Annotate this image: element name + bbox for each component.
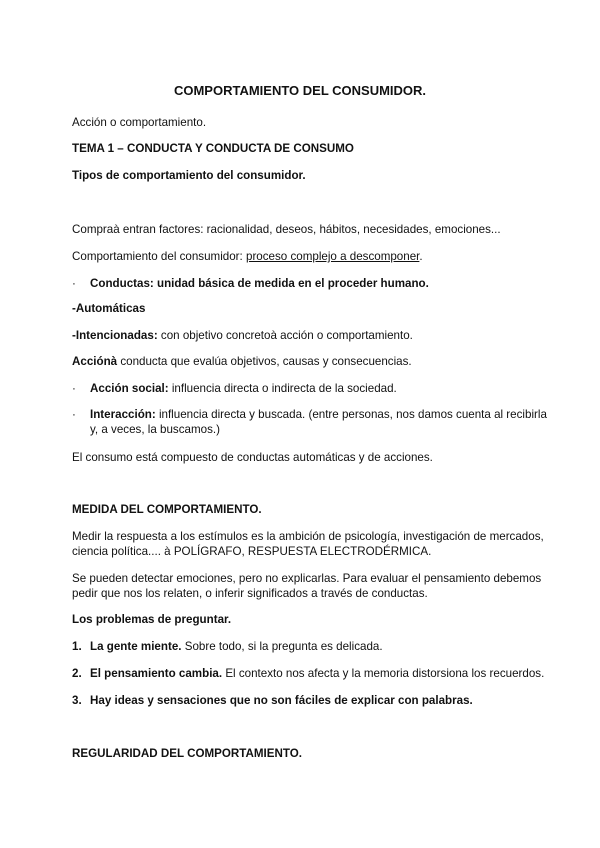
- interaccion-item: [90, 407, 547, 422]
- intencionadas-item: [72, 328, 413, 343]
- accion-social-label: Acción social:: [90, 382, 169, 395]
- automaticas-item: -Automáticas: [72, 302, 146, 315]
- interaccion-label: Interacción:: [90, 408, 156, 421]
- page-title: COMPORTAMIENTO DEL CONSUMIDOR.: [173, 83, 427, 98]
- accion-item: [72, 354, 412, 369]
- bullet-marker: ·: [72, 408, 76, 421]
- bullet-marker: ·: [72, 277, 76, 290]
- numbered-item: [90, 693, 473, 708]
- numbered-item: [90, 666, 544, 681]
- numbered-item-number: 2.: [72, 667, 82, 680]
- numbered-item-label: Hay ideas y sensaciones que no son fáciles de explicar con palabras.: [90, 694, 473, 707]
- paragraph-compra: Compraà entran factores: racionalidad, deseos, hábitos, necesidades, emociones...: [72, 223, 501, 236]
- paragraph-consumo: El consumo está compuesto de conductas automáticas y de acciones.: [72, 451, 433, 464]
- problemas-heading: Los problemas de preguntar.: [72, 613, 232, 626]
- intencionadas-label: -Intencionadas:: [72, 329, 158, 342]
- numbered-item-number: 3.: [72, 694, 82, 707]
- comportamiento-label: Comportamiento del consumidor:: [72, 250, 246, 263]
- bullet-marker: ·: [72, 382, 76, 395]
- accion-social-item: [90, 381, 397, 396]
- numbered-item-label: La gente miente.: [90, 640, 182, 653]
- accion-text: conducta que evalúa objetivos, causas y consecuencias.: [117, 355, 412, 368]
- interaccion-text: influencia directa y buscada. (entre personas, nos damos cuenta al recibirla: [155, 408, 547, 421]
- paragraph-medir-line1: Medir la respuesta a los estímulos es la ambición de psicología, investigación de mercados,: [72, 530, 544, 543]
- paragraph-detectar-line2: pedir que nos los relaten, o inferir significados a través de conductas.: [72, 587, 428, 600]
- paragraph-medir-line2: ciencia política.... à POLÍGRAFO, RESPUESTA ELECTRODÉRMICA.: [72, 545, 432, 558]
- regularidad-heading: REGULARIDAD DEL COMPORTAMIENTO.: [72, 747, 302, 760]
- medida-heading: MEDIDA DEL COMPORTAMIENTO.: [72, 503, 262, 516]
- accion-label: Acciónà: [72, 355, 118, 368]
- paragraph-comportamiento: [72, 249, 423, 264]
- numbered-item-text: El contexto nos afecta y la memoria distorsiona los recuerdos.: [222, 667, 545, 680]
- accion-social-text: influencia directa o indirecta de la sociedad.: [168, 382, 397, 395]
- numbered-item-label: El pensamiento cambia.: [90, 667, 223, 680]
- interaccion-text-cont: y, a veces, la buscamos.): [90, 423, 220, 436]
- comportamiento-end: .: [419, 250, 423, 263]
- numbered-item-text: Sobre todo, si la pregunta es delicada.: [181, 640, 383, 653]
- tema-heading: TEMA 1 – CONDUCTA Y CONDUCTA DE CONSUMO: [72, 142, 354, 155]
- paragraph-accion: Acción o comportamiento.: [72, 116, 207, 129]
- intencionadas-text: con objetivo concretoà acción o comportamiento.: [157, 329, 413, 342]
- conductas-item: Conductas: unidad básica de medida en el proceder humano.: [90, 277, 429, 290]
- paragraph-detectar-line1: Se pueden detectar emociones, pero no explicarlas. Para evaluar el pensamiento debemos: [72, 572, 542, 585]
- tipos-heading: Tipos de comportamiento del consumidor.: [72, 169, 306, 182]
- numbered-item: [90, 639, 383, 654]
- comportamiento-underlined: proceso complejo a descomponer: [246, 250, 420, 263]
- numbered-item-number: 1.: [72, 640, 82, 653]
